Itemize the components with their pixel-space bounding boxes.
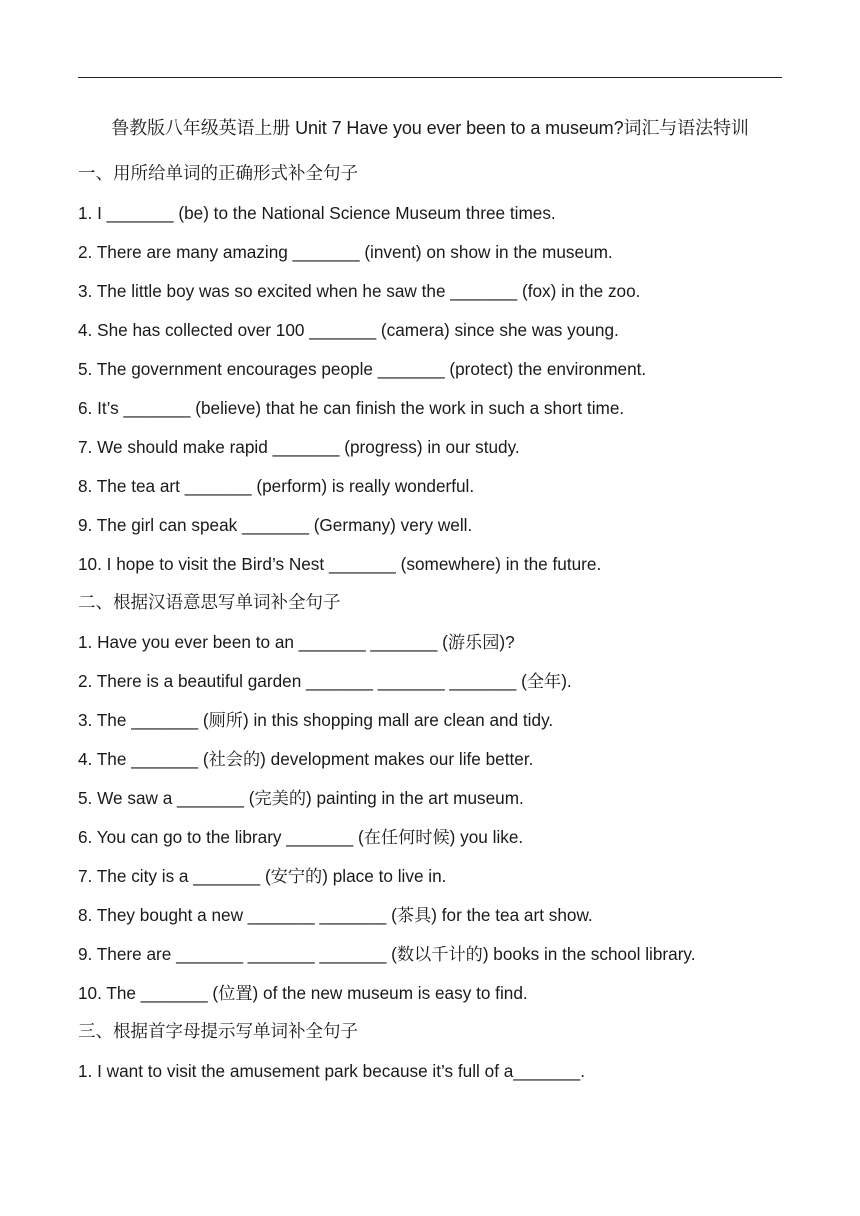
exercise-item: 7. We should make rapid _______ (progress) in our study. [78, 437, 520, 457]
exercise-content [78, 155, 798, 1091]
exercise-item: 5. We saw a _______ (完美的) painting in the art museum. [78, 788, 524, 808]
exercise-item: 2. There is a beautiful garden _______ _______ _______ (全年). [78, 671, 572, 691]
exercise-item: 1. Have you ever been to an _______ _______ (游乐园)? [78, 632, 515, 652]
exercise-item: 3. The _______ (厕所) in this shopping mall are clean and tidy. [78, 710, 554, 730]
exercise-item: 10. The _______ (位置) of the new museum is easy to find. [78, 983, 528, 1003]
exercise-item: 9. The girl can speak _______ (Germany) very well. [78, 515, 473, 535]
exercise-item: 7. The city is a _______ (安宁的) place to live in. [78, 866, 447, 886]
exercise-item: 2. There are many amazing _______ (invent) on show in the museum. [78, 242, 613, 262]
exercise-item: 8. The tea art _______ (perform) is really wonderful. [78, 476, 475, 496]
exercise-item: 5. The government encourages people _______ (protect) the environment. [78, 359, 647, 379]
exercise-item: 6. It’s _______ (believe) that he can finish the work in such a short time. [78, 398, 625, 418]
exercise-item: 1. I want to visit the amusement park because it’s full of a_______. [78, 1061, 586, 1081]
exercise-item: 3. The little boy was so excited when he saw the _______ (fox) in the zoo. [78, 281, 641, 301]
section-heading: 一、用所给单词的正确形式补全句子 [78, 164, 358, 184]
exercise-item: 4. She has collected over 100 _______ (camera) since she was young. [78, 320, 619, 340]
exercise-item: 6. You can go to the library _______ (在任何时候) you like. [78, 827, 524, 847]
section-heading: 二、根据汉语意思写单词补全句子 [78, 593, 341, 613]
section-heading: 三、根据首字母提示写单词补全句子 [78, 1022, 358, 1042]
exercise-item: 1. I _______ (be) to the National Science Museum three times. [78, 203, 556, 223]
exercise-item: 4. The _______ (社会的) development makes our life better. [78, 749, 534, 769]
exercise-item: 9. There are _______ _______ _______ (数以千计的) books in the school library. [78, 944, 696, 964]
exercise-item: 10. I hope to visit the Bird’s Nest _______ (somewhere) in the future. [78, 554, 602, 574]
document-title: 鲁教版八年级英语上册 Unit 7 Have you ever been to a museum?词汇与语法特训 [111, 118, 749, 138]
exercise-item: 8. They bought a new _______ _______ (茶具) for the tea art show. [78, 905, 593, 925]
header-rule [78, 77, 782, 78]
